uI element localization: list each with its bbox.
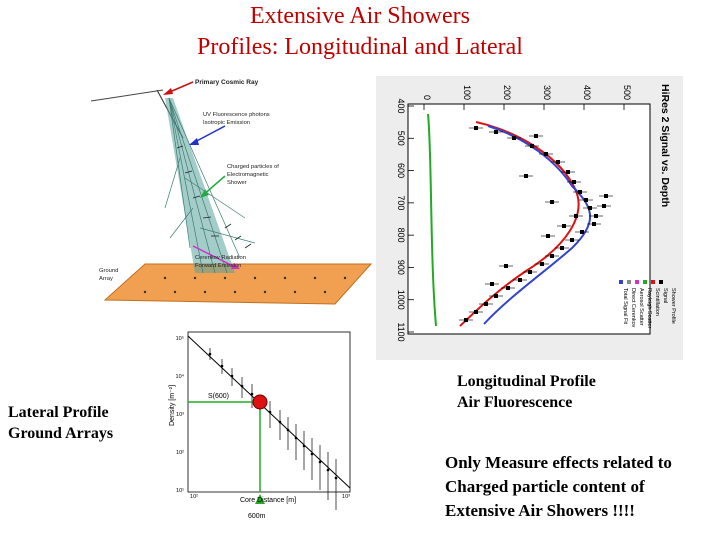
note-line1: Only Measure effects related to [445, 453, 672, 472]
hires-profile-chart [376, 76, 683, 360]
hires-legend-swatch [659, 280, 663, 284]
lateral-y-tick: 10¹ [176, 488, 184, 494]
s600-label: S(600) [208, 393, 230, 400]
hires-signal-point [560, 246, 564, 250]
hires-signal-point [474, 126, 478, 130]
arrow-uv-fluorescence [189, 126, 225, 145]
hires-signal-point [572, 180, 576, 184]
lateral-data-point [319, 461, 322, 464]
caption-longitudinal-line1: Longitudinal Profile [457, 373, 596, 390]
hires-depth-tick: 1000 [396, 289, 406, 310]
hires-legend-swatch [643, 280, 647, 284]
hires-signal-point [530, 144, 534, 148]
slide-title-line1: Extensive Air Showers [250, 3, 470, 29]
hires-signal-tick: 100 [462, 84, 472, 100]
label-charged-particles-2: Electromagnetic [227, 172, 269, 178]
hires-legend-swatch [635, 280, 639, 284]
hires-signal-point [474, 310, 478, 314]
hires-depth-tick: 1100 [396, 322, 406, 342]
hires-signal-point [546, 234, 550, 238]
lateral-data-point [279, 421, 282, 424]
label-cherenkov-2: Forward Emission [195, 263, 242, 269]
hires-legend-swatch [627, 280, 631, 284]
lateral-data-point [269, 411, 272, 414]
hires-signal-point [490, 282, 494, 286]
hires-signal-point [494, 130, 498, 134]
hires-depth-tick: 700 [396, 195, 406, 211]
hires-signal-point [562, 224, 566, 228]
lateral-data-point [221, 365, 224, 368]
label-ground-2: Array [99, 276, 113, 282]
hires-legend-item: Shower Profile [670, 288, 676, 324]
hires-signal-point [528, 270, 532, 274]
caption-longitudinal-line2: Air Fluorescence [457, 394, 573, 411]
lateral-y-ticks [176, 335, 185, 494]
hires-legend-swatch [651, 280, 655, 284]
label-ground-1: Ground [99, 268, 119, 274]
hires-signal-point [584, 198, 588, 202]
600m-label: 600m [248, 513, 266, 520]
hires-signal-point [504, 264, 508, 268]
hires-signal-point [580, 230, 584, 234]
label-uv-photons-1: UV Fluorescence photons [203, 112, 270, 118]
hires-signal-point [540, 262, 544, 266]
lateral-data-point [287, 429, 290, 432]
hires-signal-point [518, 278, 522, 282]
hires-signal-point [544, 152, 548, 156]
lateral-data-point [209, 353, 212, 356]
lateral-data-point [327, 469, 330, 472]
hires-signal-point [524, 174, 528, 178]
hires-signal-point [464, 318, 468, 322]
hires-depth-tick: 600 [396, 163, 406, 179]
s600-marker [253, 395, 267, 409]
caption-lateral-line1: Lateral Profile [8, 404, 109, 421]
hires-legend-item: Direct Cerenkov [630, 288, 636, 328]
lateral-data-point [241, 385, 244, 388]
label-charged-particles-1: Charged particles of [227, 164, 279, 170]
hires-legend-item: Aerosol Scatter [638, 288, 644, 326]
ground-array-plane [105, 264, 371, 304]
lateral-data-point [295, 437, 298, 440]
hires-signal-tick: 0 [422, 94, 432, 100]
shower-diagram [85, 68, 380, 318]
hires-signal-point [512, 136, 516, 140]
lateral-y-tick: 10⁵ [175, 336, 184, 342]
hires-signal-point [574, 214, 578, 218]
hires-signal-tick: 500 [622, 84, 632, 100]
lateral-x-tick: 10³ [342, 494, 350, 500]
primary-ray-line [91, 90, 163, 101]
hires-depth-tick: 400 [396, 98, 406, 114]
hires-signal-point [534, 134, 538, 138]
hires-signal-point [570, 238, 574, 242]
lateral-distribution-chart [160, 326, 365, 526]
hires-signal-point [550, 200, 554, 204]
hires-legend-swatch [619, 280, 623, 284]
lateral-x-tick: 10² [190, 494, 198, 500]
lateral-ylabel: Density [m⁻²] [169, 384, 176, 426]
hires-legend-item: Scintillation [654, 288, 660, 316]
lateral-data-point [303, 445, 306, 448]
hires-signal-point [592, 222, 596, 226]
hires-depth-tick: 500 [396, 130, 406, 146]
lateral-data-point [311, 453, 314, 456]
note-line3: Extensive Air Showers !!!! [445, 501, 635, 520]
note-line2: Charged particle content of [445, 477, 645, 496]
hires-signal-point [604, 194, 608, 198]
hires-depth-tick: 900 [396, 259, 406, 275]
lateral-data-point [231, 375, 234, 378]
hires-signal-point [494, 294, 498, 298]
lateral-y-tick: 10⁴ [175, 374, 184, 380]
hires-signal-point [594, 214, 598, 218]
hires-legend-item: Signal [662, 288, 668, 304]
lateral-y-tick: 10² [176, 450, 184, 456]
hires-signal-tick: 300 [542, 84, 552, 100]
lateral-y-tick: 10³ [176, 412, 184, 418]
label-charged-particles-3: Shower [227, 180, 247, 186]
label-cherenkov-1: Cerenkov Radiation [195, 255, 246, 261]
label-uv-photons-2: Isotropic Emission [203, 120, 251, 126]
hires-signal-point [578, 190, 582, 194]
hires-signal-point [588, 206, 592, 210]
caption-lateral-line2: Ground Arrays [8, 425, 114, 442]
hires-signal-tick: 200 [502, 84, 512, 100]
hires-signal-point [506, 286, 510, 290]
hires-chart-title: HiRes 2 Signal vs. Depth [659, 84, 671, 208]
hires-depth-tick: 800 [396, 227, 406, 243]
hires-legend-item: Rayleigh Scatter [646, 288, 652, 329]
hires-signal-tick: 400 [582, 84, 592, 100]
lateral-data-point [335, 477, 338, 480]
hires-legend-item: Total Signal Fit [622, 288, 628, 325]
label-primary-cosmic-ray: Primary Cosmic Ray [195, 79, 259, 86]
hires-signal-point [484, 302, 488, 306]
hires-signal-point [602, 204, 606, 208]
hires-signal-point [566, 170, 570, 174]
hires-signal-point [556, 160, 560, 164]
lateral-data-point [251, 393, 254, 396]
lateral-xlabel: Core Distance [m] [240, 497, 297, 504]
hires-plot-area [408, 104, 650, 334]
hires-signal-point [550, 254, 554, 258]
arrow-primary [163, 82, 193, 95]
slide-title-line2: Profiles: Longitudinal and Lateral [197, 34, 523, 60]
